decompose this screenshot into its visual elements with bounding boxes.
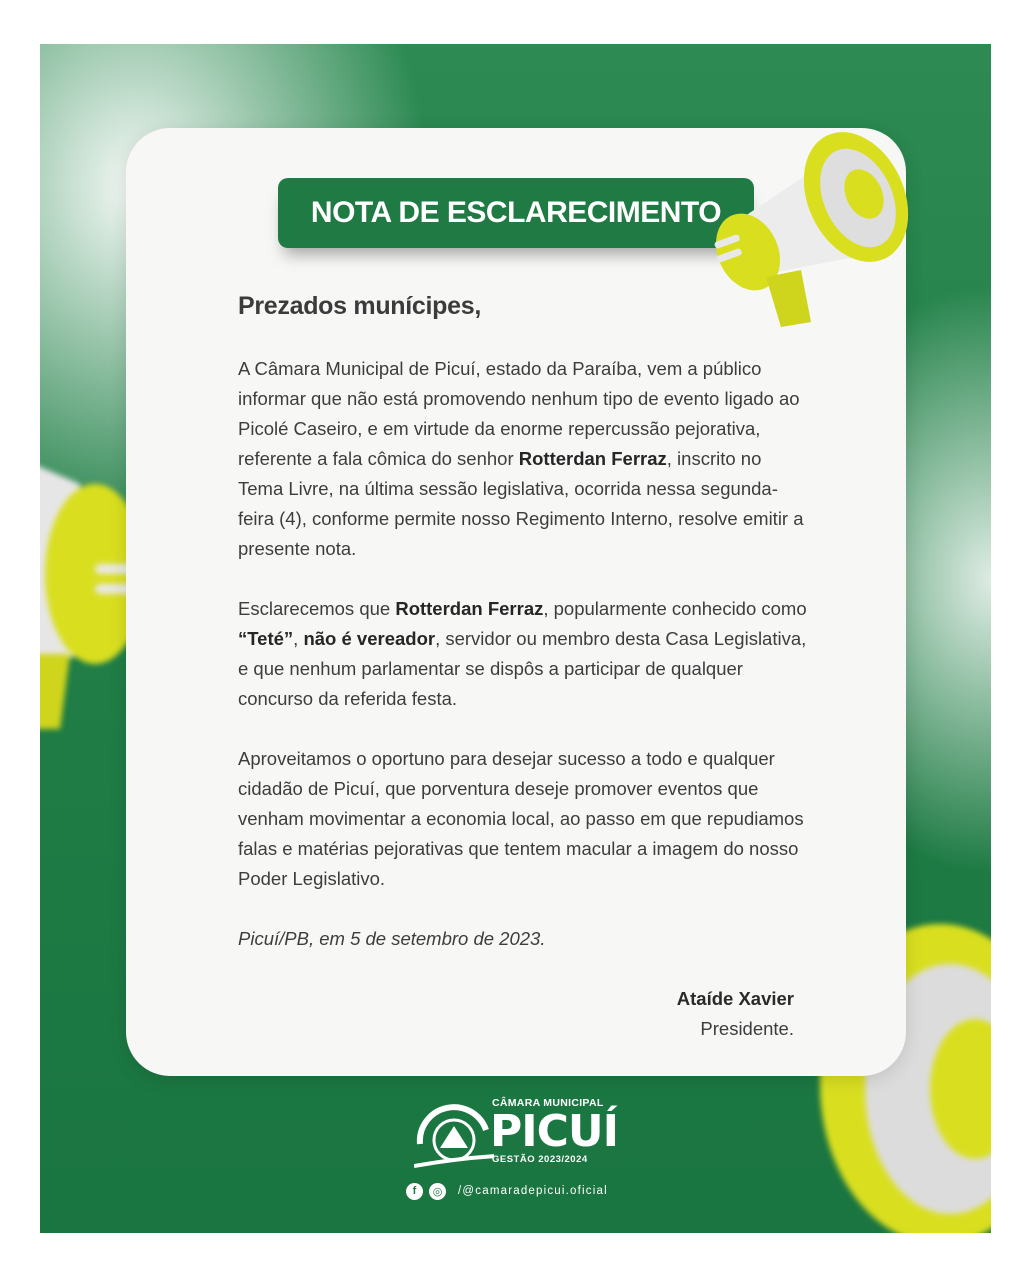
signatory-role: Presidente. xyxy=(700,1018,794,1039)
social-handle: /@camaradepicui.oficial xyxy=(458,1185,608,1197)
title-banner xyxy=(278,178,754,248)
paragraph-1: A Câmara Municipal de Picuí, estado da Paraíba, vem a público informar que não está promovendo nenhum tipo de evento ligado ao Picolé Caseiro, e em virtude da enorme repercussão pejorativa, referente a fala cômica do senhor Rotterdan Ferraz, inscrito no Tema Livre, na última sessão legislativa, ocorrida nessa segunda-feira (4), conforme permite nosso Regimento Interno, resolve emitir a presente nota. xyxy=(238,358,804,559)
megaphone-top-right-icon xyxy=(706,102,916,332)
poster-background xyxy=(40,44,991,1233)
body-text xyxy=(238,354,808,984)
paragraph-3: Aproveitamos o oportuno para desejar sucesso a todo e qualquer cidadão de Picuí, que porventura deseje promover eventos que venham movimentar a economia local, ao passo em que repudiamos falas e matérias pejorativas que tentem macular a imagem do nosso Poder Legislativo. xyxy=(238,748,804,889)
greeting: Prezados munícipes, xyxy=(238,292,481,320)
camara-logo xyxy=(414,1094,620,1174)
signatory-name: Ataíde Xavier xyxy=(676,988,794,1009)
logo-sub-text: GESTÃO 2023/2024 xyxy=(492,1154,588,1165)
logo-emblem-icon xyxy=(414,1100,494,1174)
facebook-icon[interactable]: f xyxy=(406,1183,423,1200)
title: NOTA DE ESCLARECIMENTO xyxy=(310,196,722,229)
signature xyxy=(677,984,794,1044)
paragraph-2: Esclarecemos que Rotterdan Ferraz, popularmente conhecido como “Teté”, não é vereador, servidor ou membro desta Casa Legislativa, e que nenhum parlamentar se dispôs a participar de qualquer concurso da referida festa. xyxy=(238,598,807,709)
instagram-icon[interactable]: ◎ xyxy=(429,1183,446,1200)
logo-main-text: PICUÍ xyxy=(490,1106,619,1157)
place-date: Picuí/PB, em 5 de setembro de 2023. xyxy=(238,928,546,949)
social-links xyxy=(406,1182,608,1200)
logo-top-text: CÂMARA MUNICIPAL xyxy=(492,1097,604,1109)
